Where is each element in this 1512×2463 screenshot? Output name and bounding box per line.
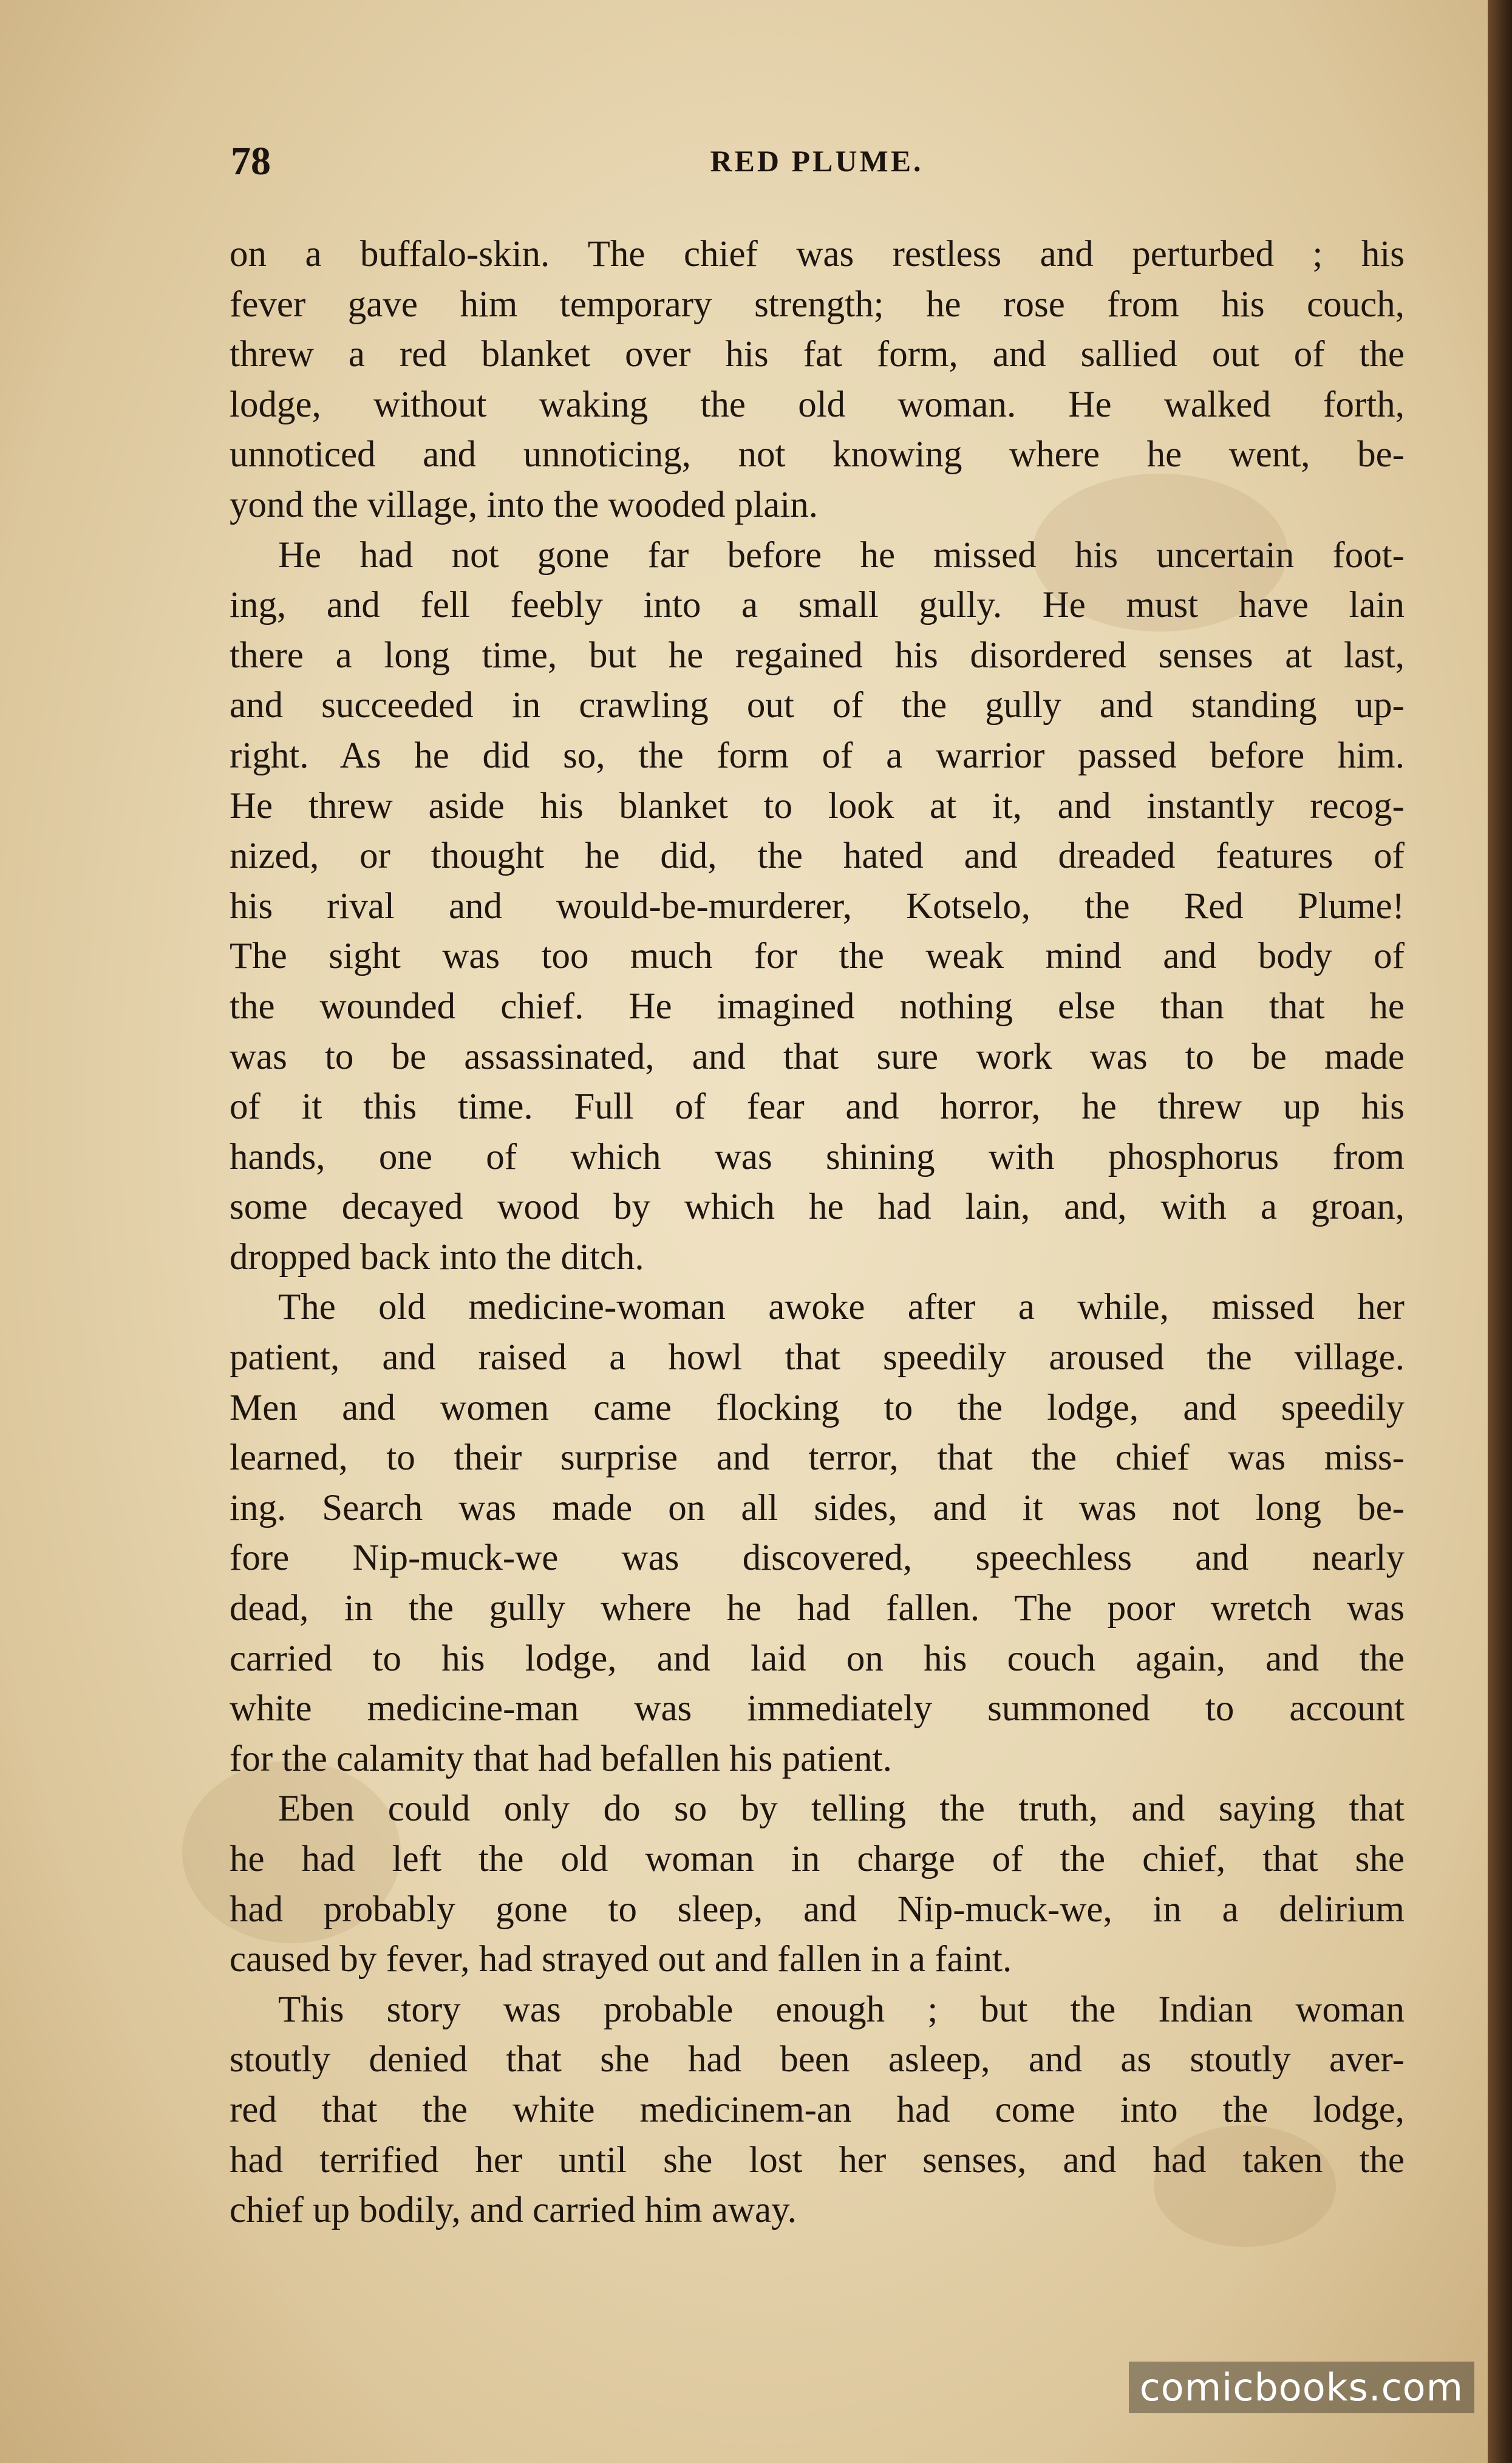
watermark: comicbooks.com	[1129, 2362, 1474, 2413]
text-line: fore Nip-muck-we was discovered, speechless and nearly	[230, 1538, 1405, 1579]
text-line: right. As he did so, the form of a warrior passed before him.	[230, 735, 1405, 776]
text-line: This story was probable enough ; but the Indian woman	[278, 1989, 1405, 2030]
text-line: was to be assassinated, and that sure work was to be made	[230, 1036, 1405, 1077]
text-line: had probably gone to sleep, and Nip-muck-we, in a delirium	[230, 1889, 1405, 1930]
text-line: hands, one of which was shining with phosphorus from	[230, 1136, 1405, 1177]
text-line: some decayed wood by which he had lain, and, with a groan,	[230, 1187, 1405, 1228]
page-header	[231, 138, 1403, 187]
body-text	[230, 230, 1405, 2236]
text-line: threw a red blanket over his fat form, and sallied out of the	[230, 334, 1405, 375]
text-line: Eben could only do so by telling the truth, and saying that	[278, 1788, 1405, 1830]
text-line: ing, and fell feebly into a small gully. He must have lain	[230, 585, 1405, 626]
text-line: He threw aside his blanket to look at it, and instantly recog-	[230, 785, 1405, 826]
running-head: RED PLUME.	[710, 144, 924, 178]
text-line: dropped back into the ditch.	[230, 1236, 644, 1278]
text-line: chief up bodily, and carried him away.	[230, 2190, 797, 2231]
text-line: The sight was too much for the weak mind and body of	[230, 936, 1405, 977]
text-line: unnoticed and unnoticing, not knowing where he went, be-	[230, 434, 1405, 475]
text-line: white medicine-man was immediately summoned to account	[230, 1688, 1405, 1729]
text-line: his rival and would-be-murderer, Kotselo, the Red Plume!	[230, 885, 1405, 927]
text-line: yond the village, into the wooded plain.	[230, 484, 819, 525]
text-line: red that the white medicinem-an had come into the lodge,	[230, 2089, 1405, 2130]
text-line: nized, or thought he did, the hated and dreaded features of	[230, 836, 1405, 877]
text-line: and succeeded in crawling out of the gully and standing up-	[230, 685, 1405, 726]
text-line: carried to his lodge, and laid on his couch again, and the	[230, 1638, 1405, 1679]
text-line: stoutly denied that she had been asleep, and as stoutly aver-	[230, 2039, 1405, 2080]
text-line: patient, and raised a howl that speedily aroused the village.	[230, 1337, 1405, 1378]
text-line: learned, to their surprise and terror, that the chief was miss-	[230, 1437, 1405, 1479]
text-line: dead, in the gully where he had fallen. The poor wretch was	[230, 1588, 1405, 1629]
book-spine-edge	[1488, 0, 1512, 2463]
text-line: of it this time. Full of fear and horror, he threw up his	[230, 1086, 1405, 1128]
text-line: had terrified her until she lost her senses, and had taken the	[230, 2139, 1405, 2181]
text-line: He had not gone far before he missed his uncertain foot-	[278, 534, 1405, 576]
text-line: caused by fever, had strayed out and fallen in a faint.	[230, 1939, 1012, 1980]
text-line: on a buffalo-skin. The chief was restless and perturbed ; his	[230, 234, 1405, 274]
text-line: for the calamity that had befallen his patient.	[230, 1738, 892, 1779]
text-line: he had left the old woman in charge of the chief, that she	[230, 1839, 1405, 1879]
text-line: the wounded chief. He imagined nothing else than that he	[230, 986, 1405, 1027]
page-number: 78	[231, 139, 271, 183]
text-line: lodge, without waking the old woman. He walked forth,	[230, 384, 1405, 425]
text-line: there a long time, but he regained his disordered senses at last,	[230, 635, 1405, 676]
text-line: Men and women came flocking to the lodge, and speedily	[230, 1387, 1405, 1428]
text-line: The old medicine-woman awoke after a while, missed her	[278, 1287, 1405, 1328]
text-line: fever gave him temporary strength; he rose from his couch,	[230, 284, 1405, 325]
text-line: ing. Search was made on all sides, and it was not long be-	[230, 1487, 1405, 1528]
